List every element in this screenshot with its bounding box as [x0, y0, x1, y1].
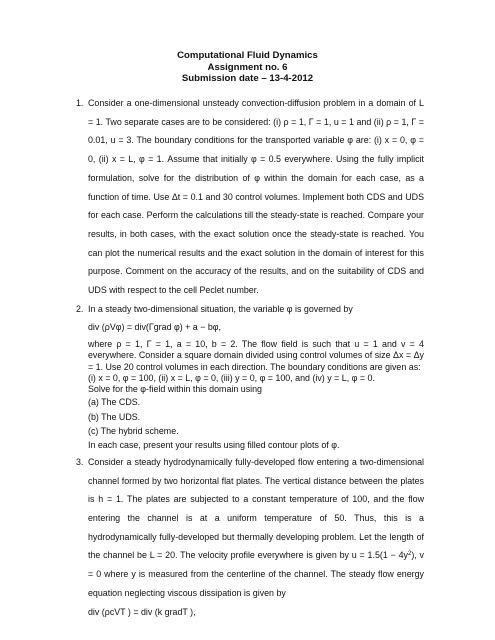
question-text-part-a: Consider a steady hydrodynamically fully-developed flow entering a two-dimensional channel formed by two horizontal flat plates. The vertical distance between the plates is h = 1. The plates are subjected to a constant temperature of 100, and the flow entering the channel is at a uniform temperature of 50. Thus, this is a hydrodynamically fully-developed but thermally developing problem. Let the length of the channel be L = 20. The velocity profile everywhere is given by u = 1.5(1 − 4y — [88, 456, 424, 561]
submission-date: Submission date – 13-4-2012 — [181, 73, 314, 84]
solve-instruction: Solve for the φ-field within this domain using — [88, 383, 262, 394]
course-title: Computational Fluid Dynamics — [177, 50, 318, 61]
question-number: 3. — [76, 456, 84, 467]
question-3 — [66, 453, 424, 621]
question-intro: In a steady two-dimensional situation, the variable φ is governed by — [88, 303, 353, 314]
question-text-part-b: ), v = 0 where y is measured from the centerline of the channel. The steady flow energy equation neglecting viscous dissipation is given by — [88, 550, 424, 598]
option-hybrid: (c) The hybrid scheme. — [88, 426, 179, 437]
superscript: 2 — [407, 551, 412, 558]
question-closing: In each case, present your results using filled contour plots of φ. — [88, 439, 340, 450]
question-body: where ρ = 1, Γ = 1, a = 10, b = 2. The flow field is such that u = 1 and v = 4 everywhere. Consider a square domain divided using control volumes of size Δx = Δy = 1. Use 20 control volumes in each direction. The boundary conditions are given as: — [88, 339, 424, 372]
energy-equation: div (ρcVT ) = div (k gradT ), — [88, 606, 196, 617]
assignment-title: Assignment no. 6 — [207, 61, 288, 73]
option-uds: (b) The UDS. — [88, 411, 141, 422]
question-number: 1. — [76, 98, 84, 108]
question-list — [66, 94, 424, 621]
option-cds: (a) The CDS. — [88, 397, 141, 408]
document-body — [66, 94, 424, 621]
document-header — [0, 50, 495, 85]
question-number: 2. — [76, 303, 84, 314]
governing-equation: div (ρVφ) = div(Γgrad φ) + a − bφ, — [88, 322, 222, 333]
boundary-conditions: (i) x = 0, φ = 100, (ii) x = L, φ = 0, (iii) y = 0, φ = 100, and (iv) y = L, φ = 0. — [88, 372, 375, 383]
question-2 — [66, 300, 424, 451]
question-text: Consider a one-dimensional unsteady convection-diffusion problem in a domain of L = 1. Two separate cases are to be considered: (i) ρ = 1, Γ = 1, u = 1 and (ii) ρ = 1, Γ = 0.01, u = 3. The boundary conditions for the transported variable φ are: (i) x = 0, φ = 0, (ii) x = L, φ = 1. Assume that initially φ = 0.5 everywhere. Using the fully implicit formulation, solve for the distribution of φ within the domain for each case, as a function of time. Use Δt = 0.1 and 30 control volumes. Implement both CDS and UDS for each case. Perform the calculations till the steady-state is reached. Compare your results, in both cases, with the exact solution once the steady-state is reached. You can plot the numerical results and the exact solution in the domain of interest for this purpose. Comment on the accuracy of the results, and on the suitability of CDS and UDS with respect to the cell Peclet number. — [88, 98, 424, 296]
question-1 — [66, 94, 424, 300]
question-text — [88, 453, 424, 603]
